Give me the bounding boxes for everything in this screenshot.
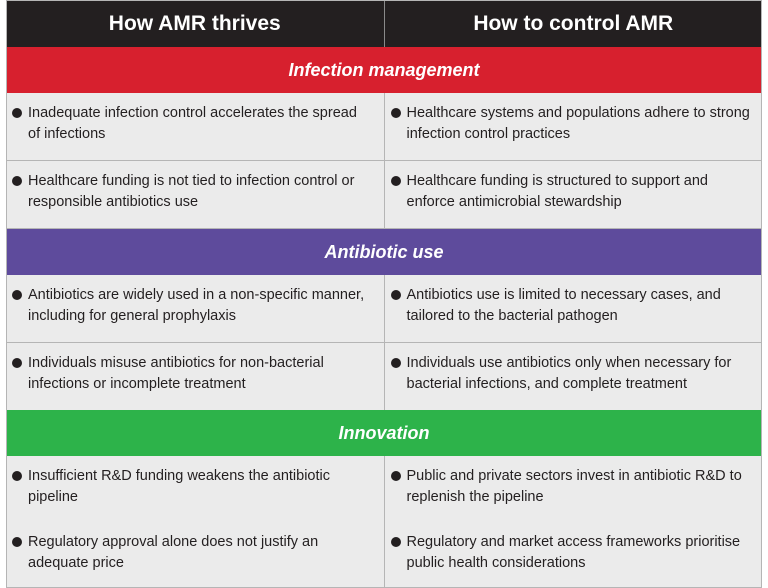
cell-text: Individuals use antibiotics only when necessary for bacterial infections, and complete treatment bbox=[406, 355, 732, 392]
table-cell-control bbox=[384, 456, 763, 523]
cell-text: Regulatory approval alone does not justify an adequate price bbox=[28, 534, 319, 571]
bullet-icon bbox=[391, 471, 401, 481]
table-row bbox=[6, 456, 762, 524]
cell-text: Insufficient R&D funding weakens the antibiotic pipeline bbox=[28, 468, 330, 505]
bullet-icon bbox=[12, 108, 22, 118]
bullet-icon bbox=[391, 290, 401, 300]
table-cell-control bbox=[384, 93, 763, 160]
bullet-icon bbox=[391, 176, 401, 186]
table-row bbox=[6, 343, 762, 411]
bullet-icon bbox=[12, 537, 22, 547]
table-cell-thrives bbox=[6, 522, 384, 588]
header-how-amr-thrives: How AMR thrives bbox=[108, 11, 281, 35]
section-band-innovation: Innovation bbox=[6, 410, 762, 456]
table-row bbox=[6, 522, 762, 588]
bullet-icon bbox=[391, 537, 401, 547]
bullet-icon bbox=[12, 471, 22, 481]
cell-text: Antibiotics use is limited to necessary cases, and tailored to the bacterial pathogen bbox=[406, 287, 721, 324]
table-cell-thrives bbox=[6, 93, 384, 160]
table-header bbox=[6, 0, 762, 47]
cell-text: Healthcare funding is structured to support and enforce antimicrobial stewardship bbox=[406, 173, 708, 210]
table-cell-control bbox=[384, 161, 763, 228]
section-band-infection-management: Infection management bbox=[6, 47, 762, 93]
table-row bbox=[6, 93, 762, 161]
cell-text: Individuals misuse antibiotics for non-bacterial infections or incomplete treatment bbox=[28, 355, 324, 392]
table-cell-thrives bbox=[6, 456, 384, 523]
cell-text: Regulatory and market access frameworks prioritise public health considerations bbox=[406, 534, 741, 571]
cell-text: Healthcare systems and populations adhere to strong infection control practices bbox=[406, 105, 750, 142]
table-cell-control bbox=[384, 343, 763, 410]
table-cell-thrives bbox=[6, 275, 384, 342]
table-cell-thrives bbox=[6, 343, 384, 410]
table-row bbox=[6, 161, 762, 229]
section-band-antibiotic-use: Antibiotic use bbox=[6, 229, 762, 275]
amr-comparison-table bbox=[6, 0, 762, 588]
bullet-icon bbox=[12, 290, 22, 300]
bullet-icon bbox=[12, 176, 22, 186]
header-how-to-control-amr: How to control AMR bbox=[384, 0, 763, 47]
table-row bbox=[6, 275, 762, 343]
table-cell-control bbox=[384, 275, 763, 342]
table-cell-control bbox=[384, 522, 763, 588]
bullet-icon bbox=[391, 108, 401, 118]
cell-text: Healthcare funding is not tied to infection control or responsible antibiotics use bbox=[28, 173, 355, 210]
bullet-icon bbox=[12, 358, 22, 368]
cell-text: Public and private sectors invest in antibiotic R&D to replenish the pipeline bbox=[406, 468, 742, 505]
cell-text: Inadequate infection control accelerates the spread of infections bbox=[28, 105, 357, 142]
table-cell-thrives bbox=[6, 161, 384, 228]
cell-text: Antibiotics are widely used in a non-specific manner, including for general prophylaxis bbox=[28, 287, 365, 324]
bullet-icon bbox=[391, 358, 401, 368]
